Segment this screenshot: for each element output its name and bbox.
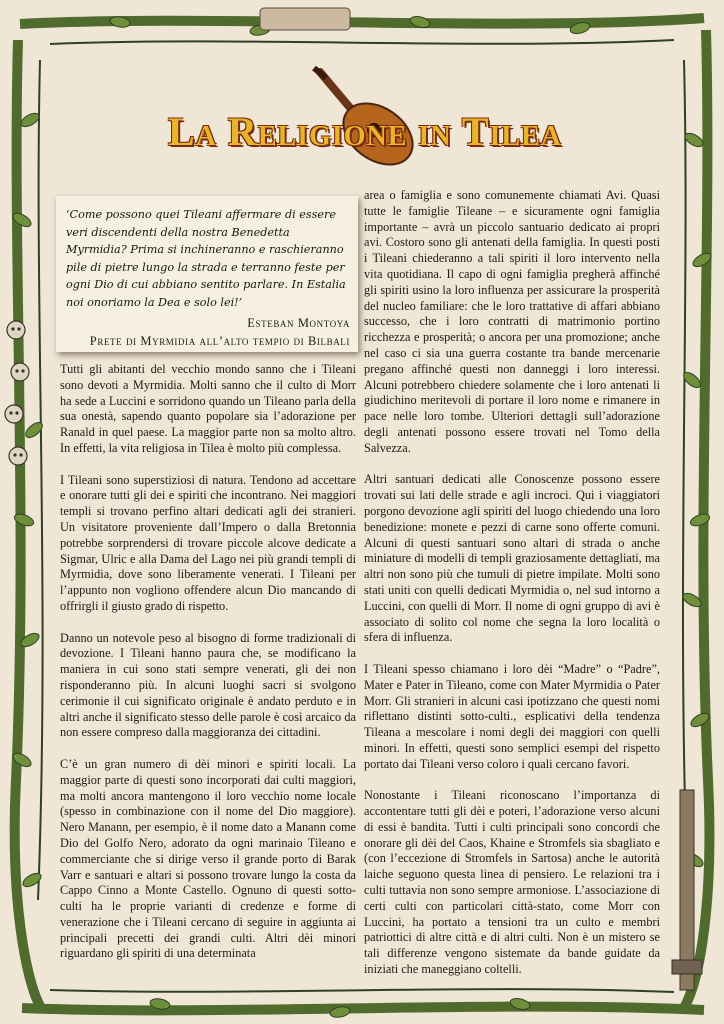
paragraph: C’è un gran numero di dèi minori e spiriti locali. La maggior parte di questi sono incorporati dai culti maggiori, ma molti ancora mantengono il loro vecchio nome locale (spesso in combinazione con il nome del Dio maggiore). Nero Manann, per esempio, è il nome dato a Manann come Dio del Golfo Nero, adorato da ogni marinaio Tileano e commerciante che si dirige verso il grande porto di Barak Varr e santuari e altari si possono trovare lungo la costa da Cappo Cinno a Monte Castello. Ognuno di questi sotto-culti ha le proprie varianti di credenze e forme di venerazione che i Tileani cercano di seguire in aggiunta ai principali precetti dei grandi culti. Altri dèi minori riguardano gli spiriti di una determinata (60, 756, 356, 961)
paragraph: Altri santuari dedicati alle Conoscenze possono essere trovati sui lati delle strade e agli incroci. Qui i viaggiatori porgono devozione agli spiriti del luogo chiedendo una loro benedizione: monete e pezzi di carne sono offerte comuni. Alcuni di questi santuari sono altari di strada o anche miniature di modelli di templi graziosamente dettagliati, ma altri non sono più che tumuli di pietre impilate. Molti sono stati uniti con quelli dedicati Myrmidia o, nel sud intorno a Luccini, con quelli di Morr. Il nome di ogni gruppo di avi è associato di solito col nome che segna la loro località o sfera di influenza. (364, 472, 660, 645)
right-column (364, 188, 660, 994)
torch-icon (672, 790, 702, 990)
quote-author: Esteban Montoya (247, 315, 350, 330)
paragraph: Danno un notevole peso al bisogno di forme tradizionali di devozione. I Tileani hanno paura che, se modificano la maniera in cui sono stati sempre venerati, gli dei non risponderanno più. In alcuni luoghi sacri si svolgono cerimonie il cui significato originale è andato perduto e in altri anche il significato stesso delle parole è così arcaico da non essere compreso dalla maggioranza dei cittadini. (60, 630, 356, 740)
quote-text: ‘Come possono quei Tileani affermare di essere veri discendenti della nostra Benedetta Myrmidia? Prima si inchineranno e raschieranno pile di pietre lungo la strada e terranno feste per ogni Dio di cui abbiano sentito parlare. In Estalia noi onoriamo la Dea e solo lei!’ (66, 208, 346, 309)
quote-box (56, 196, 358, 352)
paragraph: area o famiglia e sono comunemente chiamati Avi. Quasi tutte le famiglie Tileane – e sicuramente ogni famiglia importante – avrà un piccolo santuario dedicato ai propri avi. Costoro sono gli antenati della famiglia. In questi posti i Tileani chiederanno a tali spiriti il loro intervento nella vita quotidiana. Il capo di ogni famiglia pregherà affinché gli spiriti usino la loro influenza per assicurare la prosperità del nucleo familiare: che le loro trattative di affari abbiano successo, che i loro contratti di matrimonio portino ricchezza e prosperità; o ancora per una promozione; anche nel caso ci sia una guerra costante tra bande mercenarie pregano affinché questi non danneggi i loro interessi. Alcuni potrebbero chiedere solamente che i loro antenati li giudichino meritevoli di portare il loro nome e rimanere in pace nelle loro tombe. Ulteriori dettagli sull’adorazione degli antenati possono essere trovati nel Tomo della Salvezza. (364, 188, 660, 455)
left-column (60, 362, 356, 978)
page-title: La Religione in Tilea (168, 109, 562, 154)
quote-role: Prete di Myrmidia all’alto tempio di Bilbali (89, 333, 350, 348)
paragraph: I Tileani sono superstiziosi di natura. Tendono ad accettare e onorare tutti gli dei e spiriti che incontrano. Nei maggiori templi si trovano perfino altari dedicati agli dei stranieri. Un visitatore proveniente dall’Impero o dalla Bretonnia potrebbe sorprendersi di trovare piccole alcove dedicate a Sigmar, Ulric e alla Dama del Lago nei più grandi templi di Myrmidia, dove sono liberamente venerati. I Tileani per l’appunto non vogliono offendere alcun Dio mancando di offrirgli il giusto grado di rispetto. (60, 472, 356, 613)
paragraph: Tutti gli abitanti del vecchio mondo sanno che i Tileani sono devoti a Myrmidia. Molti sanno che il culto di Morr ha sede a Luccini e sorridono quando un Tileano parla della sua onestà, sapendo quanto popolare sia l’adorazione per Ranald in quel paese. La maggior parte non sa molto altro. In effetti, la vita religiosa in Tilea è molto più complessa. (60, 362, 356, 455)
paragraph: I Tileani spesso chiamano i loro dèi “Madre” o “Padre”, Mater e Pater in Tileano, come con Mater Myrmidia o Pater Morr. Gli stranieri in alcuni casi ipotizzano che questi nomi riflettano distinti sotto-culti., esplicativi della tendenza Tileana a mescolare i nomi degli dei maggiori con quelli minori. In effetti, questi sono semplici esempi del rispetto portato dai Tileani verso coloro i quali cercano favori. (364, 661, 660, 771)
skull-icon (5, 321, 29, 465)
paragraph: Nonostante i Tileani riconoscano l’importanza di accontentare tutti gli dèi e poteri, l’adorazione verso alcuni di essi è bandita. Tutti i culti principali sono concordi che onorare gli dèi del Caos, Khaine e Stromfels sia sbagliato e (con l’eccezione di Stromfels in Sartosa) anche le autorità laiche seguono questa linea di pensiero. Le relazioni tra i culti tuttavia non sono sempre armoniose. L’associazione di certi culti con particolari città-stato, come Morr con Luccini, ha portato a tensioni tra un culto e membri patriottici di altre città e di altri culti. Non è un mistero se tali differenze vengono sistemate da bande guidate da iniziati che maneggiano coltelli. (364, 788, 660, 977)
